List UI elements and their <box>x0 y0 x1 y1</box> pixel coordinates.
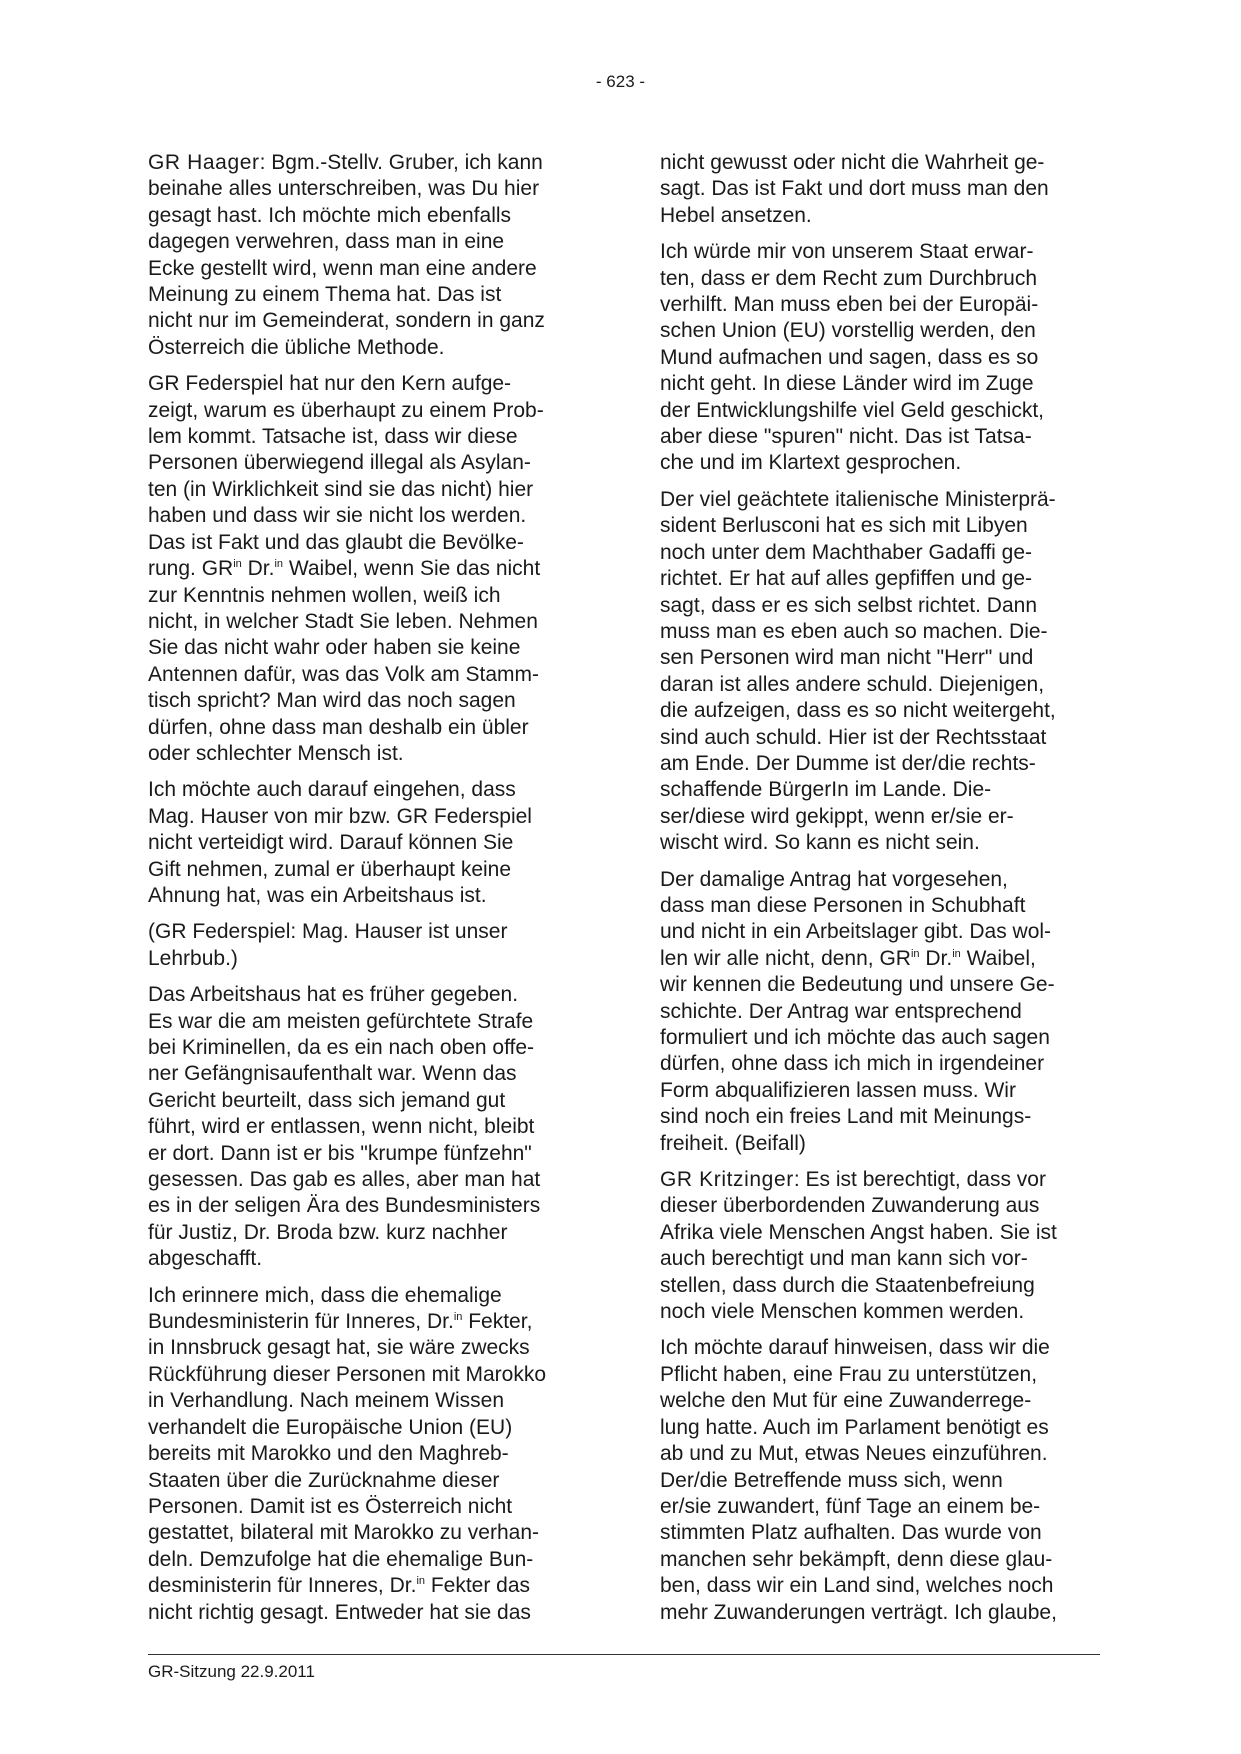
paragraph <box>660 1335 1100 1625</box>
text-line <box>148 282 618 308</box>
text-line <box>148 530 618 556</box>
text-segment: che und im Klartext gesprochen. <box>660 451 962 475</box>
text-segment: Ich erinnere mich, dass die ehemalige <box>148 1283 502 1307</box>
text-line <box>660 1547 1100 1573</box>
text-segment: formuliert und ich möchte das auch sagen <box>660 1026 1050 1049</box>
text-segment: nicht richtig gesagt. Entweder hat sie das <box>148 1600 531 1624</box>
text-line <box>660 672 1100 698</box>
text-line <box>660 804 1100 830</box>
text-segment: gestattet, bilateral mit Marokko zu verhan- <box>148 1521 540 1545</box>
text-segment: dass man diese Personen in Schubhaft <box>660 893 1026 917</box>
text-segment: Mund aufmachen und sagen, dass es so <box>660 345 1039 369</box>
text-segment: beinahe alles unterschreiben, was Du hier <box>148 177 540 201</box>
text-segment: schen Union (EU) vorstellig werden, den <box>660 319 1036 343</box>
text-line <box>148 1283 618 1309</box>
text-line <box>148 503 618 529</box>
text-line <box>660 345 1100 371</box>
text-segment: Ich möchte auch darauf eingehen, dass <box>148 778 516 802</box>
text-line <box>148 583 618 609</box>
superscript: in <box>952 947 961 960</box>
page-number: - 623 - <box>595 72 646 91</box>
text-line <box>148 176 618 202</box>
paragraph <box>148 150 618 361</box>
text-segment: richtet. Er hat auf alles gepfiffen und ge- <box>660 567 1033 591</box>
text-line <box>148 1335 618 1361</box>
text-line <box>660 1051 1100 1077</box>
text-line <box>660 150 1100 176</box>
text-line <box>660 1415 1100 1441</box>
text-line <box>660 1573 1100 1599</box>
text-segment: ab und zu Mut, etwas Neues einzuführen. <box>660 1442 1048 1466</box>
text-segment: lem kommt. Tatsache ist, dass wir diese <box>148 425 518 449</box>
text-line <box>148 830 618 856</box>
text-segment: muss man es eben auch so machen. Die- <box>660 619 1048 643</box>
text-line <box>660 1299 1100 1325</box>
text-line <box>148 1600 618 1626</box>
text-line <box>660 566 1100 592</box>
text-line <box>148 398 618 424</box>
text-segment: dieser überbordenden Zuwanderung aus <box>660 1194 1040 1218</box>
text-line <box>660 424 1100 450</box>
footer-session-label: GR-Sitzung 22.9.2011 <box>148 1662 315 1681</box>
text-line <box>148 1547 618 1573</box>
text-line <box>148 804 618 830</box>
text-segment: Rückführung dieser Personen mit Marokko <box>148 1362 547 1386</box>
text-segment: welche den Mut für eine Zuwanderrege- <box>660 1389 1032 1413</box>
text-segment: nicht nur im Gemeinderat, sondern in ganz <box>148 309 545 333</box>
text-segment: sagt, dass er es sich selbst richtet. Dann <box>660 593 1038 617</box>
text-line <box>660 266 1100 292</box>
text-line <box>148 335 618 361</box>
text-segment: dagegen verwehren, dass man in eine <box>148 230 505 254</box>
text-segment: ner Gefängnisaufenthalt war. Wenn das <box>148 1062 517 1086</box>
text-segment: Afrika viele Menschen Angst haben. Sie ist <box>660 1220 1057 1244</box>
text-segment: nicht gewusst oder nicht die Wahrheit ge- <box>660 151 1045 174</box>
text-segment: (GR Federspiel: Mag. Hauser ist unser <box>148 920 508 944</box>
text-line <box>660 176 1100 202</box>
text-line <box>148 741 618 767</box>
text-line <box>660 1441 1100 1467</box>
text-segment: ben, dass wir ein Land sind, welches noch <box>660 1574 1054 1598</box>
text-segment: Gift nehmen, zumal er überhaupt keine <box>148 857 512 881</box>
text-line <box>148 688 618 714</box>
text-segment: Gericht beurteilt, dass sich jemand gut <box>148 1088 506 1112</box>
text-segment: Sie das nicht wahr oder haben sie keine <box>148 636 521 660</box>
text-line <box>148 715 618 741</box>
text-line <box>148 857 618 883</box>
paragraph <box>660 867 1100 1157</box>
text-segment: zeigt, warum es überhaupt zu einem Prob- <box>148 398 544 422</box>
text-line <box>148 982 618 1008</box>
text-line <box>660 777 1100 803</box>
text-segment: bereits mit Marokko und den Maghreb- <box>148 1442 509 1466</box>
text-line <box>148 1220 618 1246</box>
text-line <box>660 513 1100 539</box>
text-line <box>660 1362 1100 1388</box>
paragraph <box>148 371 618 767</box>
text-line <box>148 450 618 476</box>
superscript: in <box>274 558 283 571</box>
text-segment: Fekter, <box>462 1310 533 1334</box>
text-segment: er dort. Dann ist er bis "krumpe fünfzehn" <box>148 1141 532 1165</box>
speaker-name: GR Haager <box>148 151 260 174</box>
text-segment: Es war die am meisten gefürchtete Strafe <box>148 1009 534 1033</box>
text-segment: schaffende BürgerIn im Lande. Die- <box>660 778 992 802</box>
text-line <box>660 318 1100 344</box>
text-segment: Antennen dafür, was das Volk am Stamm- <box>148 662 540 686</box>
text-line <box>148 1388 618 1414</box>
text-segment: Waibel, wenn Sie das nicht <box>283 557 541 581</box>
text-line <box>148 424 618 450</box>
text-segment: noch viele Menschen kommen werden. <box>660 1300 1025 1324</box>
text-line <box>660 751 1100 777</box>
text-segment: sen Personen wird man nicht "Herr" und <box>660 646 1034 670</box>
text-segment: ten, dass er dem Recht zum Durchbruch <box>660 266 1037 290</box>
text-segment: für Justiz, Dr. Broda bzw. kurz nachher <box>148 1220 508 1244</box>
text-line <box>148 203 618 229</box>
text-segment: verhilft. Man muss eben bei der Europäi- <box>660 293 1039 317</box>
text-line <box>148 1167 618 1193</box>
text-line <box>660 1078 1100 1104</box>
text-line <box>148 1141 618 1167</box>
text-line <box>660 1193 1100 1219</box>
text-segment: Der/die Betreffende muss sich, wenn <box>660 1468 1003 1492</box>
text-segment: oder schlechter Mensch ist. <box>148 741 404 765</box>
text-line <box>148 256 618 282</box>
text-segment: sind noch ein freies Land mit Meinungs- <box>660 1105 1032 1129</box>
text-line <box>148 150 618 176</box>
text-segment: dürfen, ohne dass ich mich in irgendeiner <box>660 1052 1045 1076</box>
text-line <box>660 1600 1100 1626</box>
text-segment: lung hatte. Auch im Parlament benötigt es <box>660 1415 1049 1439</box>
text-segment: : Es ist berechtigt, dass vor <box>793 1168 1046 1192</box>
text-line <box>660 1025 1100 1051</box>
text-line <box>660 893 1100 919</box>
paragraph <box>660 487 1100 857</box>
text-segment: stellen, dass durch die Staatenbefreiung <box>660 1273 1035 1297</box>
text-segment: es in der seligen Ära des Bundesministers <box>148 1194 541 1218</box>
text-line <box>660 292 1100 318</box>
text-segment: ser/diese wird gekippt, wenn er/sie er- <box>660 804 1014 828</box>
text-line <box>660 1104 1100 1130</box>
text-segment: noch unter dem Machthaber Gadaffi ge- <box>660 540 1033 564</box>
text-line <box>660 398 1100 424</box>
text-line <box>148 1415 618 1441</box>
text-line <box>148 477 618 503</box>
text-line <box>148 635 618 661</box>
text-segment: Das ist Fakt und das glaubt die Bevölke- <box>148 530 524 554</box>
text-line <box>660 946 1100 972</box>
text-segment: manchen sehr bekämpft, denn diese glau- <box>660 1547 1053 1571</box>
paragraph <box>148 982 618 1272</box>
text-segment: freiheit. (Beifall) <box>660 1131 806 1155</box>
text-line <box>148 1114 618 1140</box>
text-segment: Hebel ansetzen. <box>660 203 812 227</box>
text-segment: Meinung zu einem Thema hat. Das ist <box>148 283 502 307</box>
paragraph <box>148 777 618 909</box>
text-segment: : Bgm.-Stellv. Gruber, ich kann <box>259 151 543 174</box>
text-line <box>148 1088 618 1114</box>
text-segment: nicht verteidigt wird. Darauf können Sie <box>148 831 514 855</box>
text-line <box>660 1131 1100 1157</box>
text-segment: abgeschafft. <box>148 1247 263 1271</box>
text-line <box>148 1193 618 1219</box>
text-line <box>148 919 618 945</box>
text-segment: Fekter das <box>425 1574 531 1598</box>
text-segment: gesagt hast. Ich möchte mich ebenfalls <box>148 203 512 227</box>
text-segment: führt, wird er entlassen, wenn nicht, bleibt <box>148 1115 535 1139</box>
text-segment: Ahnung hat, was ein Arbeitshaus ist. <box>148 883 487 907</box>
text-segment: sident Berlusconi hat es sich mit Libyen <box>660 514 1028 538</box>
text-segment: Das Arbeitshaus hat es früher gegeben. <box>148 983 519 1007</box>
text-line <box>148 1494 618 1520</box>
text-line <box>148 1441 618 1467</box>
text-line <box>148 1246 618 1272</box>
text-line <box>148 1035 618 1061</box>
text-segment: Personen überwiegend illegal als Asylan- <box>148 451 531 475</box>
superscript: in <box>453 1311 463 1324</box>
footer-divider <box>148 1654 1100 1655</box>
text-segment: zur Kenntnis nehmen wollen, weiß ich <box>148 583 501 607</box>
text-segment: sagt. Das ist Fakt und dort muss man den <box>660 177 1049 201</box>
text-line <box>660 239 1100 265</box>
text-line <box>148 371 618 397</box>
text-line <box>660 1494 1100 1520</box>
paragraph <box>660 1167 1100 1325</box>
text-line <box>660 593 1100 619</box>
paragraph <box>660 239 1100 477</box>
superscript: in <box>233 558 242 571</box>
text-segment: Der viel geächtete italienische Ministerprä- <box>660 487 1056 511</box>
text-line <box>660 1246 1100 1272</box>
text-segment: Lehrbub.) <box>148 946 238 970</box>
text-segment: Waibel, <box>960 946 1036 970</box>
text-segment: Dr. <box>919 946 953 970</box>
text-segment: Ich möchte darauf hinweisen, dass wir die <box>660 1336 1050 1360</box>
text-segment: Mag. Hauser von mir bzw. GR Federspiel <box>148 804 532 828</box>
text-line <box>660 450 1100 476</box>
paragraph <box>148 919 618 972</box>
text-line <box>660 919 1100 945</box>
text-line <box>148 883 618 909</box>
paragraph <box>660 150 1100 229</box>
text-line <box>660 1335 1100 1361</box>
text-line <box>148 1009 618 1035</box>
text-line <box>148 1362 618 1388</box>
text-line <box>660 972 1100 998</box>
text-segment: Staaten über die Zurücknahme dieser <box>148 1468 500 1492</box>
text-segment: Form abqualifizieren lassen muss. Wir <box>660 1078 1016 1102</box>
text-segment: nicht, in welcher Stadt Sie leben. Nehmen <box>148 609 538 633</box>
text-segment: bei Kriminellen, da es ein nach oben offe- <box>148 1036 535 1059</box>
text-segment: stimmten Platz aufhalten. Das wurde von <box>660 1521 1042 1545</box>
text-segment: und nicht in ein Arbeitslager gibt. Das wol- <box>660 920 1052 944</box>
text-line <box>148 946 618 972</box>
text-segment: ten (in Wirklichkeit sind sie das nicht) hier <box>148 477 534 501</box>
text-segment: Der damalige Antrag hat vorgesehen, <box>660 867 1008 891</box>
text-line <box>660 1388 1100 1414</box>
text-segment: daran ist alles andere schuld. Diejenigen, <box>660 672 1045 696</box>
text-line <box>148 662 618 688</box>
text-line <box>148 777 618 803</box>
text-line <box>660 698 1100 724</box>
text-line <box>148 229 618 255</box>
text-segment: Bundesministerin für Inneres, Dr. <box>148 1310 454 1334</box>
text-segment: Österreich die übliche Methode. <box>148 335 445 359</box>
text-line <box>660 1220 1100 1246</box>
text-line <box>148 556 618 582</box>
text-segment: Ecke gestellt wird, wenn man eine andere <box>148 256 537 280</box>
text-line <box>148 1520 618 1546</box>
text-segment: gesessen. Das gab es alles, aber man hat <box>148 1168 541 1192</box>
text-segment: rung. GR <box>148 557 234 581</box>
text-segment: am Ende. Der Dumme ist der/die rechts- <box>660 751 1036 775</box>
text-segment: len wir alle nicht, denn, GR <box>660 946 911 970</box>
speaker-name: GR Kritzinger <box>660 1168 794 1192</box>
text-line <box>660 1167 1100 1193</box>
right-column <box>660 150 1100 1636</box>
text-line <box>148 1309 618 1335</box>
text-segment: mehr Zuwanderungen verträgt. Ich glaube, <box>660 1600 1057 1624</box>
text-segment: Dr. <box>241 557 275 581</box>
text-segment: deln. Demzufolge hat die ehemalige Bun- <box>148 1547 534 1571</box>
text-segment: dürfen, ohne dass man deshalb ein übler <box>148 715 529 739</box>
text-segment: schichte. Der Antrag war entsprechend <box>660 999 1022 1023</box>
text-line <box>660 203 1100 229</box>
text-line <box>148 1061 618 1087</box>
text-line <box>148 1468 618 1494</box>
text-segment: in Verhandlung. Nach meinem Wissen <box>148 1389 505 1413</box>
text-segment: nicht geht. In diese Länder wird im Zuge <box>660 372 1034 396</box>
text-segment: er/sie zuwandert, fünf Tage an einem be- <box>660 1494 1041 1518</box>
text-line <box>148 1573 618 1599</box>
text-line <box>148 609 618 635</box>
text-segment: Personen. Damit ist es Österreich nicht <box>148 1494 513 1518</box>
text-line <box>660 487 1100 513</box>
text-line <box>660 999 1100 1025</box>
superscript: in <box>416 1575 425 1588</box>
text-segment: haben und dass wir sie nicht los werden. <box>148 504 527 528</box>
text-segment: tisch spricht? Man wird das noch sagen <box>148 689 516 713</box>
text-line <box>660 830 1100 856</box>
text-segment: desministerin für Inneres, Dr. <box>148 1574 417 1598</box>
text-line <box>660 867 1100 893</box>
text-segment: wischt wird. So kann es nicht sein. <box>660 831 980 855</box>
text-line <box>660 645 1100 671</box>
text-segment: sind auch schuld. Hier ist der Rechtsstaat <box>660 725 1047 749</box>
text-segment: aber diese "spuren" nicht. Das ist Tatsa- <box>660 425 1032 449</box>
text-segment: Ich würde mir von unserem Staat erwar- <box>660 240 1034 264</box>
text-segment: Pflicht haben, eine Frau zu unterstützen, <box>660 1362 1038 1386</box>
text-line <box>660 540 1100 566</box>
text-segment: der Entwicklungshilfe viel Geld geschickt, <box>660 398 1045 422</box>
text-segment: verhandelt die Europäische Union (EU) <box>148 1415 513 1439</box>
text-line <box>148 308 618 334</box>
left-column <box>148 150 618 1636</box>
superscript: in <box>910 947 920 960</box>
text-line <box>660 1520 1100 1546</box>
text-line <box>660 619 1100 645</box>
text-segment: auch berechtigt und man kann sich vor- <box>660 1247 1028 1271</box>
text-line <box>660 371 1100 397</box>
text-line <box>660 1468 1100 1494</box>
text-line <box>660 1273 1100 1299</box>
text-segment: in Innsbruck gesagt hat, sie wäre zwecks <box>148 1336 530 1360</box>
text-segment: die aufzeigen, dass es so nicht weitergeht, <box>660 699 1056 723</box>
paragraph <box>148 1283 618 1626</box>
text-line <box>660 725 1100 751</box>
text-segment: wir kennen die Bedeutung und unsere Ge- <box>660 973 1055 997</box>
text-segment: GR Federspiel hat nur den Kern aufge- <box>148 372 512 396</box>
